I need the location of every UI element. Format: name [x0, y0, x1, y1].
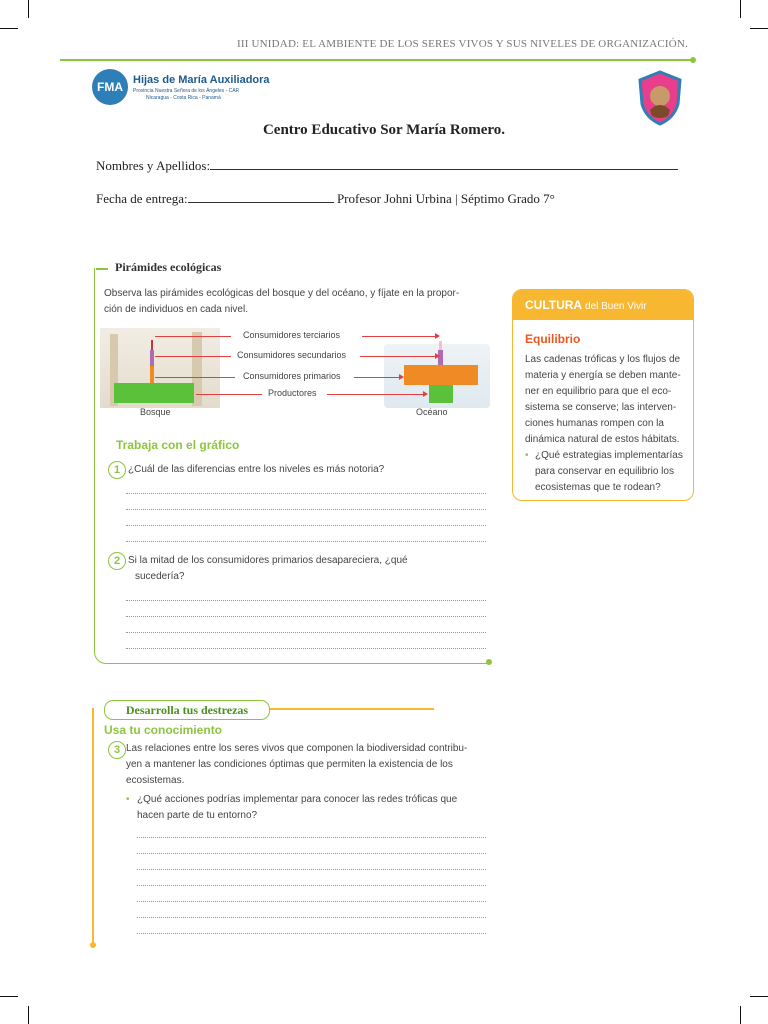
- bullet-text: ¿Qué acciones podrías implementar para conocer las redes tróficas que: [137, 794, 458, 805]
- cultura-title-sub: del Buen Vivir: [585, 301, 647, 312]
- cultura-heading: Equilibrio: [525, 332, 581, 346]
- bullet-icon: •: [525, 450, 529, 461]
- answer-line[interactable]: [126, 600, 486, 601]
- crop-mark: [750, 996, 768, 997]
- intro-line: ción de individuos en cada nivel.: [104, 304, 248, 315]
- answer-line[interactable]: [137, 885, 486, 886]
- answer-line[interactable]: [137, 933, 486, 934]
- header-divider-dot: [690, 57, 696, 63]
- answer-line[interactable]: [137, 853, 486, 854]
- logo-subtitle: Provincia Nuestra Señora de los Ángeles - CAR: [133, 88, 240, 94]
- crop-mark: [740, 0, 741, 18]
- section-title: Pirámides ecológicas: [115, 260, 222, 274]
- section2-rule-dot: [90, 942, 96, 948]
- question-number-badge: 2: [108, 552, 126, 570]
- intro-line: Observa las pirámides ecológicas del bosque y del océano, y fíjate en la propor-: [104, 288, 460, 299]
- bullet-text: hacen parte de tu entorno?: [137, 810, 258, 821]
- arrow-icon: [399, 374, 404, 380]
- names-row: [96, 157, 678, 174]
- school-title: Centro Educativo Sor María Romero.: [262, 122, 506, 138]
- names-field[interactable]: [210, 157, 678, 170]
- forest-caption: Bosque: [140, 407, 171, 417]
- leader-line: [155, 336, 231, 337]
- answer-line[interactable]: [126, 616, 486, 617]
- question-text: Las relaciones entre los seres vivos que componen la biodiversidad contribu-: [126, 743, 468, 754]
- forest-tertiary-bar: [151, 340, 153, 350]
- logo-subtitle: Nicaragua - Costa Rica - Panamá: [146, 95, 221, 101]
- ocean-producers-bar: [429, 385, 453, 403]
- date-label: Fecha de entrega:: [96, 191, 188, 206]
- question-text: yen a mantener las condiciones óptimas que permiten la existencia de los: [126, 759, 453, 770]
- leader-line: [354, 377, 400, 378]
- cultura-line: ner en equilibrio para que el eco-: [525, 386, 672, 397]
- section2-title-line: [268, 708, 434, 710]
- unit-title: III UNIDAD: EL AMBIENTE DE LOS SERES VIVOS Y SUS NIVELES DE ORGANIZACIÓN.: [236, 38, 688, 50]
- cultura-bullet-line: ecosistemas que te rodean?: [535, 482, 661, 493]
- answer-line[interactable]: [126, 648, 486, 649]
- answer-line[interactable]: [126, 509, 486, 510]
- ocean-tertiary-bar: [439, 341, 442, 350]
- label-primary: Consumidores primarios: [243, 371, 341, 381]
- question-number-badge: 3: [108, 741, 126, 759]
- answer-line[interactable]: [137, 901, 486, 902]
- section-frame-dot: [486, 659, 492, 665]
- bullet-icon: •: [126, 794, 130, 805]
- crop-mark: [28, 1006, 29, 1024]
- question-text: ¿Cuál de las diferencias entre los niveles es más notoria?: [128, 464, 385, 475]
- crop-mark: [740, 1006, 741, 1024]
- ecological-pyramids-figure: [100, 326, 490, 420]
- cultura-line: Las cadenas tróficas y los flujos de: [525, 354, 681, 365]
- cultura-title: [525, 298, 647, 312]
- ocean-caption: Océano: [416, 407, 448, 417]
- leader-line: [196, 394, 262, 395]
- forest-primary-bar: [150, 366, 154, 383]
- cultura-title-main: CULTURA: [525, 298, 582, 312]
- arrow-icon: [435, 353, 440, 359]
- answer-line[interactable]: [126, 525, 486, 526]
- leader-line: [155, 377, 235, 378]
- fma-logo: FMA: [92, 69, 128, 105]
- crop-mark: [750, 28, 768, 29]
- teacher-info: Profesor Johni Urbina | Séptimo Grado 7°: [336, 191, 555, 206]
- arrow-icon: [435, 333, 440, 339]
- section2-subheading: Usa tu conocimiento: [104, 723, 223, 737]
- forest-secondary-bar: [150, 350, 154, 366]
- section-frame-top: [96, 268, 108, 270]
- answer-line[interactable]: [137, 837, 486, 838]
- crop-mark: [28, 0, 29, 18]
- ocean-primary-bar: [404, 365, 478, 385]
- crop-mark: [0, 28, 18, 29]
- label-secondary: Consumidores secundarios: [237, 350, 347, 360]
- question-text: ecosistemas.: [126, 775, 185, 786]
- answer-line[interactable]: [126, 541, 486, 542]
- cultura-bullet-line: para conservar en equilibrio los: [535, 466, 674, 477]
- crop-mark: [0, 996, 18, 997]
- answer-line[interactable]: [137, 869, 486, 870]
- answer-line[interactable]: [126, 632, 486, 633]
- label-producers: Productores: [268, 388, 317, 398]
- date-field[interactable]: [188, 190, 334, 203]
- forest-producers-bar: [114, 383, 194, 403]
- leader-line: [362, 336, 436, 337]
- cultura-line: ciones humanas rompen con la: [525, 418, 664, 429]
- cultura-panel: [512, 289, 694, 501]
- leader-line: [327, 394, 423, 395]
- question-number-badge: 1: [108, 461, 126, 479]
- cultura-bullet-line: ¿Qué estrategias implementarías: [535, 450, 683, 461]
- cultura-line: dinámica natural de estos hábitats.: [525, 434, 680, 445]
- answer-line[interactable]: [126, 493, 486, 494]
- leader-line: [155, 356, 231, 357]
- cultura-line: sistema se conserve; las interven-: [525, 402, 677, 413]
- label-tertiary: Consumidores terciarios: [243, 330, 341, 340]
- question-text: sucedería?: [135, 571, 185, 582]
- question-text: Si la mitad de los consumidores primarios desapareciera, ¿qué: [128, 555, 408, 566]
- subheading: Trabaja con el gráfico: [116, 438, 240, 452]
- leader-line: [360, 356, 436, 357]
- section2-rule: [92, 708, 94, 944]
- names-label: Nombres y Apellidos:: [96, 158, 211, 173]
- section2-title: Desarrolla tus destrezas: [104, 700, 270, 720]
- answer-line[interactable]: [137, 917, 486, 918]
- arrow-icon: [423, 391, 428, 397]
- school-shield-icon: [638, 70, 682, 126]
- header-divider: [60, 59, 692, 61]
- logo-name: Hijas de María Auxiliadora: [133, 74, 270, 86]
- cultura-line: materia y energía se deben mante-: [525, 370, 681, 381]
- date-row: [96, 190, 555, 207]
